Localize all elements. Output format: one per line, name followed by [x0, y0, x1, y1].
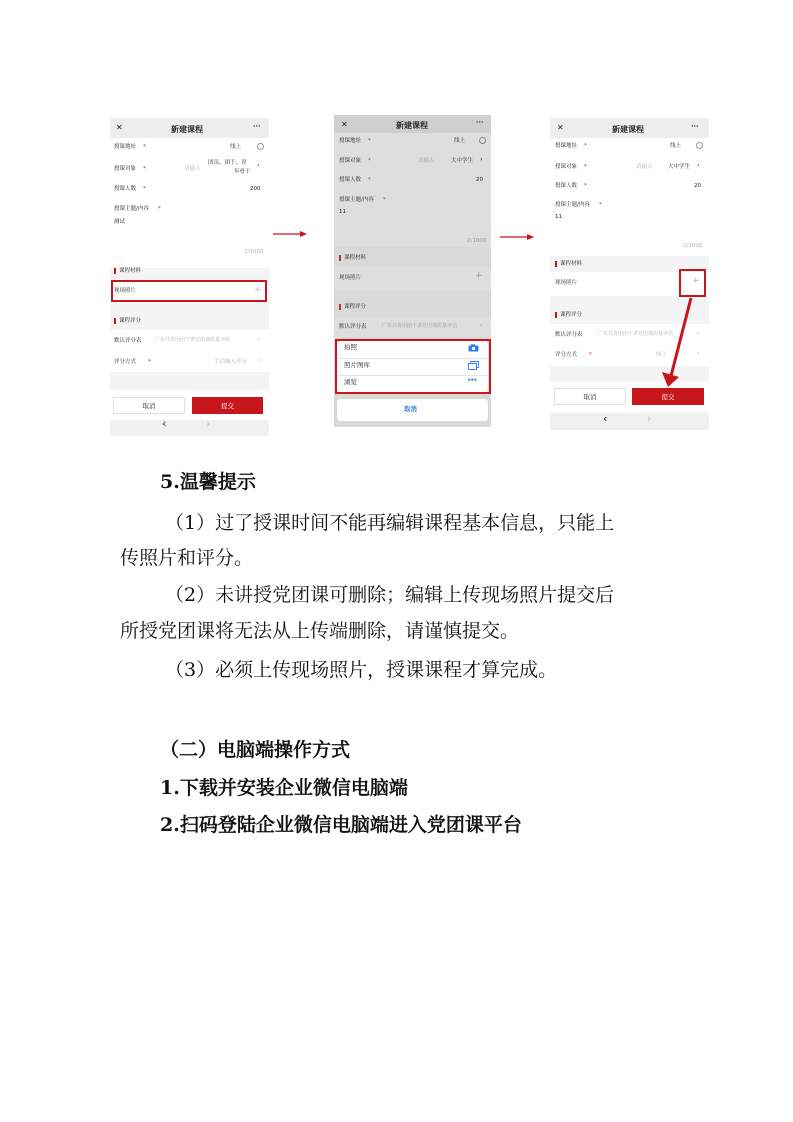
chevron-right-icon[interactable]: › — [258, 356, 261, 364]
more-icon[interactable]: ··· — [691, 122, 699, 130]
char-count: 2/1000 — [244, 249, 264, 255]
step-1: 1.下载并安装企业微信电脑端 — [160, 777, 408, 799]
required-mark: * — [148, 359, 151, 365]
heading-tips: 5.温馨提示 — [160, 471, 256, 493]
target-placeholder: 请输入 — [636, 164, 653, 170]
address-label: 授课地址 — [114, 144, 137, 150]
phone-screenshot-2 — [334, 115, 491, 427]
topic-value[interactable]: 11 — [555, 214, 562, 220]
phone-screenshot-1 — [110, 118, 269, 436]
section-marker — [555, 261, 557, 267]
required-mark: * — [143, 186, 146, 192]
browse-option[interactable]: 浏览 — [344, 378, 357, 386]
required-mark: * — [584, 183, 587, 189]
required-mark: * — [584, 143, 587, 149]
photo-label: 现场照片 — [114, 288, 137, 294]
chevron-right-icon[interactable]: › — [697, 161, 700, 169]
chevron-right-icon[interactable]: › — [257, 161, 260, 169]
target-value-line2[interactable]: 年骨干 — [234, 169, 251, 175]
score-form-value[interactable]: 广东共青团团干讲党团课质量评估 — [382, 323, 458, 329]
address-value[interactable]: 线上 — [454, 138, 466, 144]
required-mark: * — [368, 158, 371, 164]
highlight-box — [679, 269, 706, 297]
cancel-button[interactable]: 取消 — [554, 388, 626, 405]
target-value[interactable]: 大中学生 — [451, 158, 474, 164]
target-placeholder: 请输入 — [184, 166, 201, 172]
required-mark: * — [589, 352, 592, 358]
highlight-box — [335, 339, 491, 394]
more-icon[interactable]: ··· — [253, 122, 261, 130]
arrow-right-icon — [272, 229, 308, 239]
add-photo-plus-icon[interactable]: + — [254, 285, 262, 295]
required-mark: * — [599, 202, 602, 208]
arrow-right-icon — [499, 232, 535, 242]
target-value-line1[interactable]: 团员、团干、青 — [208, 160, 247, 166]
close-icon[interactable]: ✕ — [341, 120, 348, 129]
more-icon[interactable]: ··· — [476, 118, 484, 126]
tip-2-line-1: （2）未讲授党团课可删除；编辑上传现场照片提交后 — [165, 584, 615, 606]
nav-title: 新建课程 — [171, 125, 203, 134]
required-mark: * — [368, 138, 371, 144]
count-value[interactable]: 200 — [250, 186, 261, 192]
location-icon[interactable] — [257, 143, 264, 150]
photo-label: 现场照片 — [339, 275, 362, 281]
section-marker — [555, 312, 557, 318]
required-mark: * — [143, 166, 146, 172]
chevron-right-icon[interactable]: › — [480, 321, 483, 329]
nav-title: 新建课程 — [396, 121, 428, 130]
tip-1-line-1: （1）过了授课时间不能再编辑课程基本信息，只能上 — [165, 512, 615, 534]
tip-1-line-2: 传照片和评分。 — [120, 547, 254, 569]
count-value[interactable]: 20 — [694, 183, 701, 189]
score-method-label: 评分方式 — [114, 359, 137, 365]
score-form-value[interactable]: 广东共青团团干讲党团课质量评估 — [155, 337, 231, 343]
materials-section-title: 课程材料 — [119, 268, 142, 274]
topic-label: 授课主题/内容 — [114, 206, 149, 212]
char-count: 2/1000 — [467, 238, 487, 244]
topic-label: 授课主题/内容 — [339, 197, 374, 203]
more-dots-icon: ••• — [467, 376, 477, 384]
nav-title: 新建课程 — [612, 125, 644, 134]
score-method-label: 评分方式 — [555, 352, 578, 358]
score-method-placeholder[interactable]: 线上 — [656, 352, 668, 358]
score-method-placeholder[interactable]: 手动输入评分 — [214, 359, 248, 365]
chevron-right-icon[interactable]: › — [697, 349, 700, 357]
address-value[interactable]: 线上 — [230, 144, 242, 150]
location-icon[interactable] — [696, 142, 703, 149]
close-icon[interactable]: ✕ — [557, 123, 564, 132]
address-label: 授课地址 — [339, 138, 362, 144]
score-form-label: 默认评分表 — [555, 332, 583, 338]
count-value[interactable]: 20 — [476, 177, 483, 183]
section-heading-desktop: （二）电脑端操作方式 — [160, 739, 351, 761]
char-count: 2/1000 — [683, 243, 703, 249]
sheet-cancel-button[interactable]: 取消 — [404, 405, 417, 413]
chevron-right-icon[interactable]: › — [697, 329, 700, 337]
materials-section-title: 课程材料 — [344, 255, 367, 261]
topic-value[interactable]: 测试 — [114, 219, 126, 225]
score-form-value[interactable]: 广东共青团团干讲党团课质量评估 — [598, 331, 674, 337]
step-2: 2.扫码登陆企业微信电脑端进入党团课平台 — [160, 814, 522, 836]
required-mark: * — [584, 164, 587, 170]
required-mark: * — [383, 197, 386, 203]
target-label: 授课对象 — [555, 164, 578, 170]
materials-section-title: 课程材料 — [560, 261, 583, 267]
evaluation-section-title: 课程评分 — [344, 304, 367, 310]
arrow-down-left-icon — [660, 296, 696, 388]
section-marker — [114, 268, 116, 274]
cancel-button[interactable]: 取消 — [113, 397, 185, 414]
add-photo-plus-icon[interactable]: + — [692, 276, 700, 286]
chevron-right-icon[interactable]: › — [258, 335, 261, 343]
target-value[interactable]: 大中学生 — [668, 164, 691, 170]
location-icon[interactable] — [479, 137, 486, 144]
address-label: 授课地址 — [555, 143, 578, 149]
count-label: 授课人数 — [339, 177, 362, 183]
section-marker — [339, 304, 341, 310]
photo-label: 现场照片 — [555, 280, 578, 286]
target-label: 授课对象 — [339, 158, 362, 164]
phone-screenshot-3 — [550, 118, 709, 430]
section-marker — [339, 255, 341, 261]
address-value[interactable]: 线上 — [670, 143, 682, 149]
target-placeholder: 请输入 — [418, 158, 435, 164]
browser-bottom-bar — [550, 414, 709, 430]
score-form-label: 默认评分表 — [114, 338, 142, 344]
count-label: 授课人数 — [114, 186, 137, 192]
forward-icon[interactable]: › — [647, 412, 652, 425]
close-icon[interactable]: ✕ — [116, 123, 123, 132]
submit-button[interactable]: 提交 — [632, 388, 704, 405]
topic-label: 授课主题/内容 — [555, 202, 590, 208]
form-panel — [550, 138, 709, 256]
form-panel — [334, 133, 491, 247]
forward-icon[interactable]: › — [206, 417, 211, 430]
evaluation-section-title: 课程评分 — [560, 312, 583, 318]
highlight-box — [111, 280, 267, 302]
required-mark: * — [158, 206, 161, 212]
back-icon[interactable]: ‹ — [162, 417, 167, 430]
back-icon[interactable]: ‹ — [603, 412, 608, 425]
required-mark: * — [368, 177, 371, 183]
tip-2-line-2: 所授党团课将无法从上传端删除，请谨慎提交。 — [120, 620, 520, 642]
topic-value[interactable]: 11 — [339, 209, 346, 215]
submit-button[interactable]: 提交 — [192, 397, 263, 414]
evaluation-section-title: 课程评分 — [119, 318, 142, 324]
required-mark: * — [143, 144, 146, 150]
add-photo-plus-icon[interactable]: + — [475, 271, 483, 281]
section-marker — [114, 318, 116, 324]
score-form-label: 默认评分表 — [339, 324, 367, 330]
target-label: 授课对象 — [114, 166, 137, 172]
tip-3: （3）必须上传现场照片，授课课程才算完成。 — [165, 659, 558, 681]
count-label: 授课人数 — [555, 183, 578, 189]
album-option[interactable]: 照片图库 — [344, 361, 370, 369]
chevron-right-icon[interactable]: › — [480, 155, 483, 163]
browser-bottom-bar — [110, 417, 269, 436]
take-photo-option[interactable]: 拍照 — [344, 343, 357, 351]
